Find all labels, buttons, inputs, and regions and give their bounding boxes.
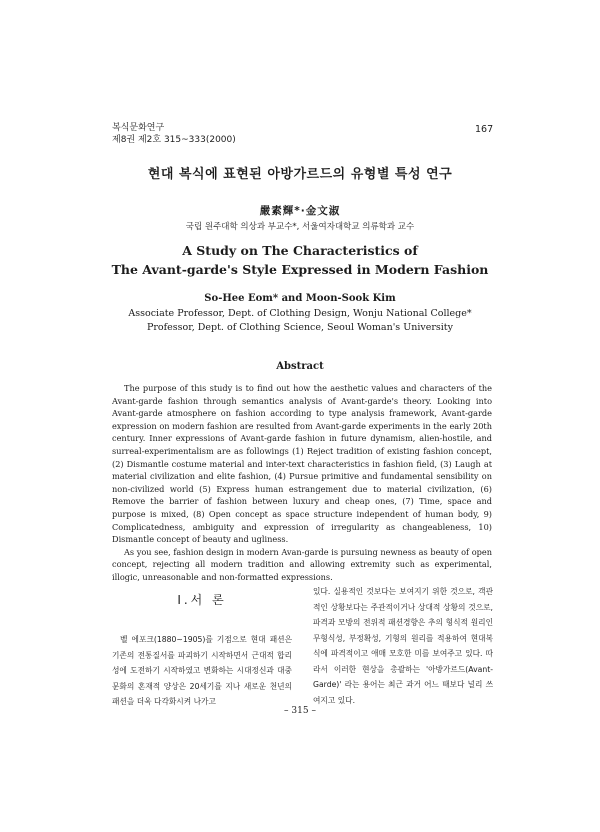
authors-english: So-Hee Eom* and Moon-Sook Kim <box>204 293 396 304</box>
title-english-line2: The Avant-garde's Style Expressed in Modern Fashion <box>111 262 489 277</box>
title-korean: 현대 복식에 표현된 아방가르드의 유형별 특성 연구 <box>147 167 453 182</box>
body-paragraph-right: 있다. 실용적인 것보다는 보여지기 위한 것으로, 객관적인 상황보다는 주관적이거나 상대적 상황의 것으로, 파격과 모방의 전위적 패션경향은 추의 형식적 원리인 무형식성, 부정확성, 기형의 원리를 적용하여 현대복식에 파격적이고 애매 모호한 미를 보여주고 있다. 따라서 이러한 현상을 총괄하는 '아방가르드(Avant-Garde)' 라는 용어는 최근 과거 어느 때보다 널리 쓰여지고 있다. <box>313 587 493 705</box>
title-english-line1: A Study on The Characteristics of <box>182 243 418 258</box>
title-english <box>0 241 600 279</box>
section-heading-introduction: Ⅰ.서 론 <box>177 593 227 607</box>
abstract-paragraph-1: The purpose of this study is to find out how the aesthetic values and characters of the Avant-garde fashion through semantics analysis of Avant-garde's theory. Looking into Avant-garde atmosphere on fashion according to type analysis framework, Avant-garde expression on modern fashion are resulted from Avant-garde experiments in the early 20th century. Inner expressions of Avant-garde fashion in future dynamism, alien-hostile, and surreal-experimentalism are as followings (1) Reject tradition of existing fashion concept, (2) Dismantle costume material and inter-text characteristics in fashion field, (3) Laugh at material civilization and elite fashion, (4) Pursue primitive and fundamental sensibility on non-civilized world (5) Express human estrangement due to material civilization, (6) Remove the barrier of fashion between luxury and cheap ones, (7) Time, space and purpose is mixed, (8) Open concept as space structure independent of human body, 9) Complicatedness, ambiguity and expression of irregularity as changeableness, 10) Dismantle concept of beauty and ugliness. <box>112 383 492 545</box>
authors-korean: 嚴素輝*·金文淑 <box>259 205 341 217</box>
footer-page-number: – 315 – <box>284 706 316 716</box>
affiliation-english-line2: Professor, Dept. of Clothing Science, Seoul Woman's University <box>147 322 453 333</box>
affiliation-english-line1: Associate Professor, Dept. of Clothing Design, Wonju National College* <box>128 308 472 319</box>
journal-name: 복식문화연구 <box>112 123 165 133</box>
body-column-left <box>112 632 292 710</box>
body-paragraph-left: 벨 에포크(1880~1905)를 기점으로 현대 패션은 기존의 전통질서를 파괴하기 시작하면서 근대적 합리성에 도전하기 시작하였고 변화하는 시대정신과 대중문화의 혼재적 양상은 20세기를 지나 새로운 천년의 패션을 더욱 다각화시켜 나가고 <box>112 635 292 706</box>
affiliation-english <box>0 307 600 335</box>
abstract-heading: Abstract <box>276 361 324 372</box>
abstract-paragraph-2: As you see, fashion design in modern Avan-garde is pursuing newness as beauty of open concept, rejecting all modern tradition and allowing extremity such as experimental, illogic, unreasonable and non-formatted expressions. <box>112 546 492 582</box>
journal-header <box>112 122 236 146</box>
journal-volume: 제8권 제2호 315~333(2000) <box>112 135 236 145</box>
abstract-body <box>112 382 492 584</box>
header-page-number: 167 <box>475 124 494 135</box>
body-column-right <box>313 584 493 708</box>
affiliation-korean: 국립 원주대학 의상과 부교수*, 서울여자대학교 의류학과 교수 <box>185 222 415 232</box>
